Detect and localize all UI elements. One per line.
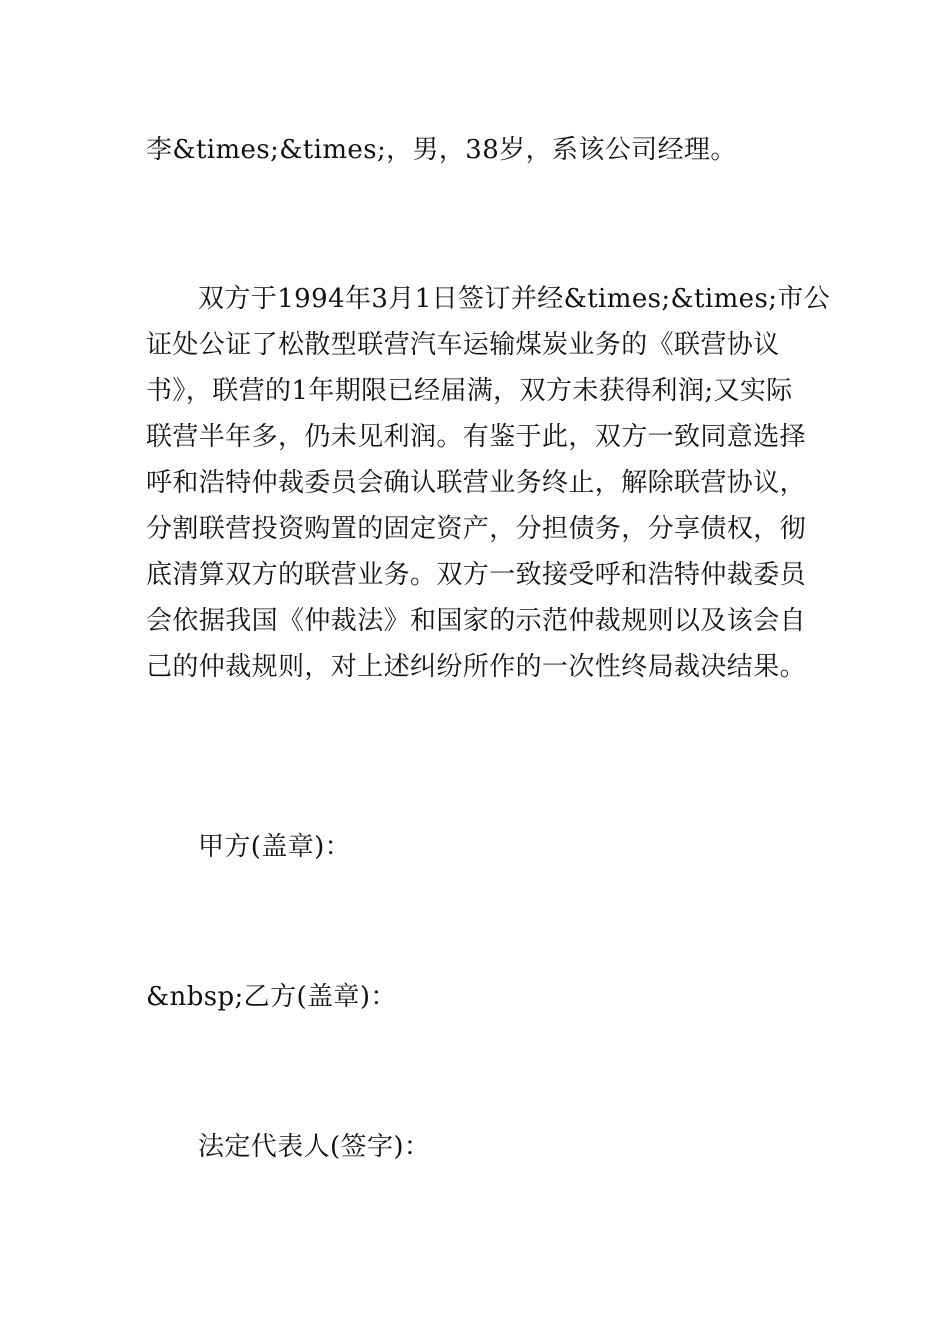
- legal-rep-signature-line: [146, 1124, 812, 1170]
- text-line: 双方于1994年3月1日签订并经&times;&times;市公: [198, 284, 831, 314]
- text-line: 证处公证了松散型联营汽车运输煤炭业务的《联营协议: [146, 330, 780, 360]
- text-line: 分割联营投资购置的固定资产，分担债务，分享债权，彻: [146, 514, 807, 544]
- agreement-body-paragraph: [146, 276, 831, 690]
- party-b-label: &nbsp;乙方(盖章)：: [146, 982, 397, 1012]
- party-a-label: 甲方(盖章)：: [198, 832, 352, 862]
- legal-rep-label: 法定代表人(签字)：: [198, 1132, 431, 1162]
- party-a-seal-line: [146, 824, 812, 870]
- text-line: 会依据我国《仲裁法》和国家的示范仲裁规则以及该会自: [146, 606, 807, 636]
- text-line: 联营半年多，仍未见利润。有鉴于此，双方一致同意选择: [146, 422, 807, 452]
- text-line: 己的仲裁规则，对上述纠纷所作的一次性终局裁决结果。: [146, 652, 807, 682]
- party-b-seal-line: [146, 974, 812, 1020]
- text-line: 底清算双方的联营业务。双方一致接受呼和浩特仲裁委员: [146, 560, 807, 590]
- person-info-paragraph: [146, 127, 812, 173]
- text-line: 呼和浩特仲裁委员会确认联营业务终止，解除联营协议，: [146, 468, 807, 498]
- text-line: 李&times;&times;，男，38岁，系该公司经理。: [146, 135, 737, 165]
- text-line: 书》，联营的1年期限已经届满，双方未获得利润;又实际: [146, 376, 793, 406]
